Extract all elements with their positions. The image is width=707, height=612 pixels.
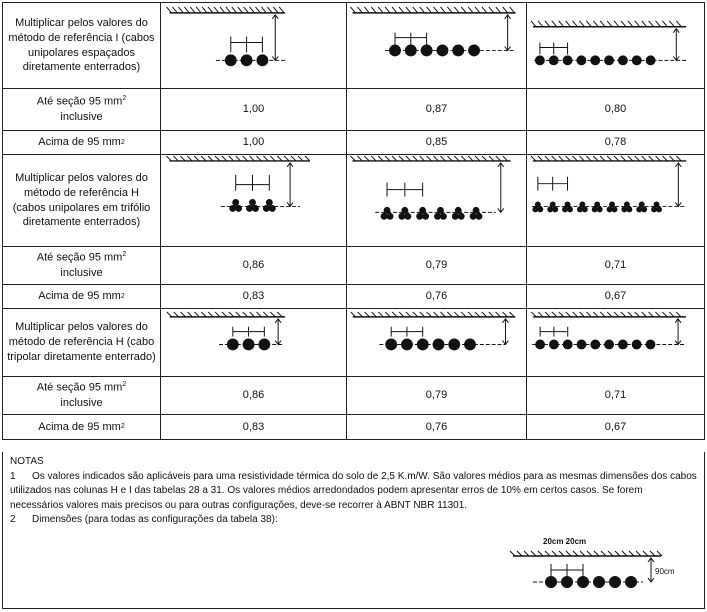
table-cell: 0,67: [604, 420, 627, 433]
group-2-above-row: [3, 285, 704, 309]
table-cell: 0,78: [604, 136, 627, 149]
group-2-method-label: Multiplicar pelos valores do método de referência H (cabos unipolares em trifólio diretamente enterrados): [3, 155, 161, 246]
table-cell: 0,87: [347, 89, 527, 130]
diagram-trefoil-6: [347, 155, 527, 246]
diagram-spaced-3: [161, 3, 347, 88]
reduction-factor-table: [2, 2, 705, 440]
group-3-method-label: Multiplicar pelos valores do método de referência H (cabo tripolar diretamente enterrado): [3, 309, 161, 376]
diagram-tripolar-3: [161, 309, 347, 376]
group-2-section-row: [3, 247, 704, 285]
table-cell: 0,67: [604, 290, 627, 303]
diagram-tripolar-9: [527, 309, 704, 376]
diagram-spaced-6: [347, 3, 527, 88]
table-cell: 0,71: [604, 389, 627, 402]
note-1: 1 Os valores indicados são aplicáveis para uma resistividade térmica do solo de 2,5 K.m/W. São valores médios para as mesmas dimensões dos cabos utilizados nas colunas H e I das tabelas 28 a 31. Os valores médios arredondados podem apresentar erros de 10% em certos casos. Se forem necessários valores mais precisos ou para outras configurações, deve-se recorrer à ABNT NBR 11301.: [10, 470, 697, 511]
table-cell: 0,83: [161, 415, 347, 439]
group-1-above-row: [3, 131, 704, 155]
notes-title: NOTAS: [10, 456, 44, 467]
table-cell: 0,83: [161, 285, 347, 308]
table-cell: 0,79: [347, 377, 527, 414]
table-cell: 0,86: [161, 247, 347, 284]
group-1-header-row: [3, 3, 704, 89]
group-1-above-label: Acima de 95 mm 2: [3, 131, 161, 154]
group-3-above-label: Acima de 95 mm 2: [3, 415, 161, 439]
dimensions-diagram: [503, 536, 703, 606]
table-cell: 0,71: [604, 259, 627, 272]
diagram-spaced-9: [527, 3, 704, 88]
table-cell: 0,85: [347, 131, 527, 154]
group-2-above-label: Acima de 95 mm 2: [3, 285, 161, 308]
diagram-trefoil-9: [527, 155, 704, 246]
group-1-section-row: [3, 89, 704, 131]
diagram-trefoil-3: [161, 155, 347, 246]
group-2-section-label: Até seção 95 $mm^2$ inclusive: [3, 247, 161, 284]
group-3-section-label: Até seção 95 $mm^2$ inclusive: [3, 377, 161, 414]
dim-spacing-label: 20cm 20cm: [543, 537, 587, 546]
dim-depth-label: 90cm: [655, 567, 675, 576]
group-1-method-label: Multiplicar pelos valores do método de referência I (cabos unipolares espaçados diretamente enterrados): [3, 3, 161, 88]
group-3-header-row: [3, 309, 704, 377]
table-cell: 1,00: [161, 89, 347, 130]
table-cell: 1,00: [161, 131, 347, 154]
diagram-tripolar-6: [347, 309, 527, 376]
group-3-section-row: [3, 377, 704, 415]
table-cell: 0,76: [347, 415, 527, 439]
table-cell: 0,80: [604, 103, 627, 116]
group-2-header-row: [3, 155, 704, 247]
table-cell: 0,76: [347, 285, 527, 308]
notes-section: [2, 452, 705, 609]
group-1-section-label: Até seção 95 $mm^2$ inclusive: [3, 89, 161, 130]
note-2: 2 Dimensões (para todas as configurações da tabela 38):: [10, 514, 278, 525]
table-cell: 0,86: [161, 377, 347, 414]
table-cell: 0,79: [347, 247, 527, 284]
group-3-above-row: [3, 415, 704, 439]
